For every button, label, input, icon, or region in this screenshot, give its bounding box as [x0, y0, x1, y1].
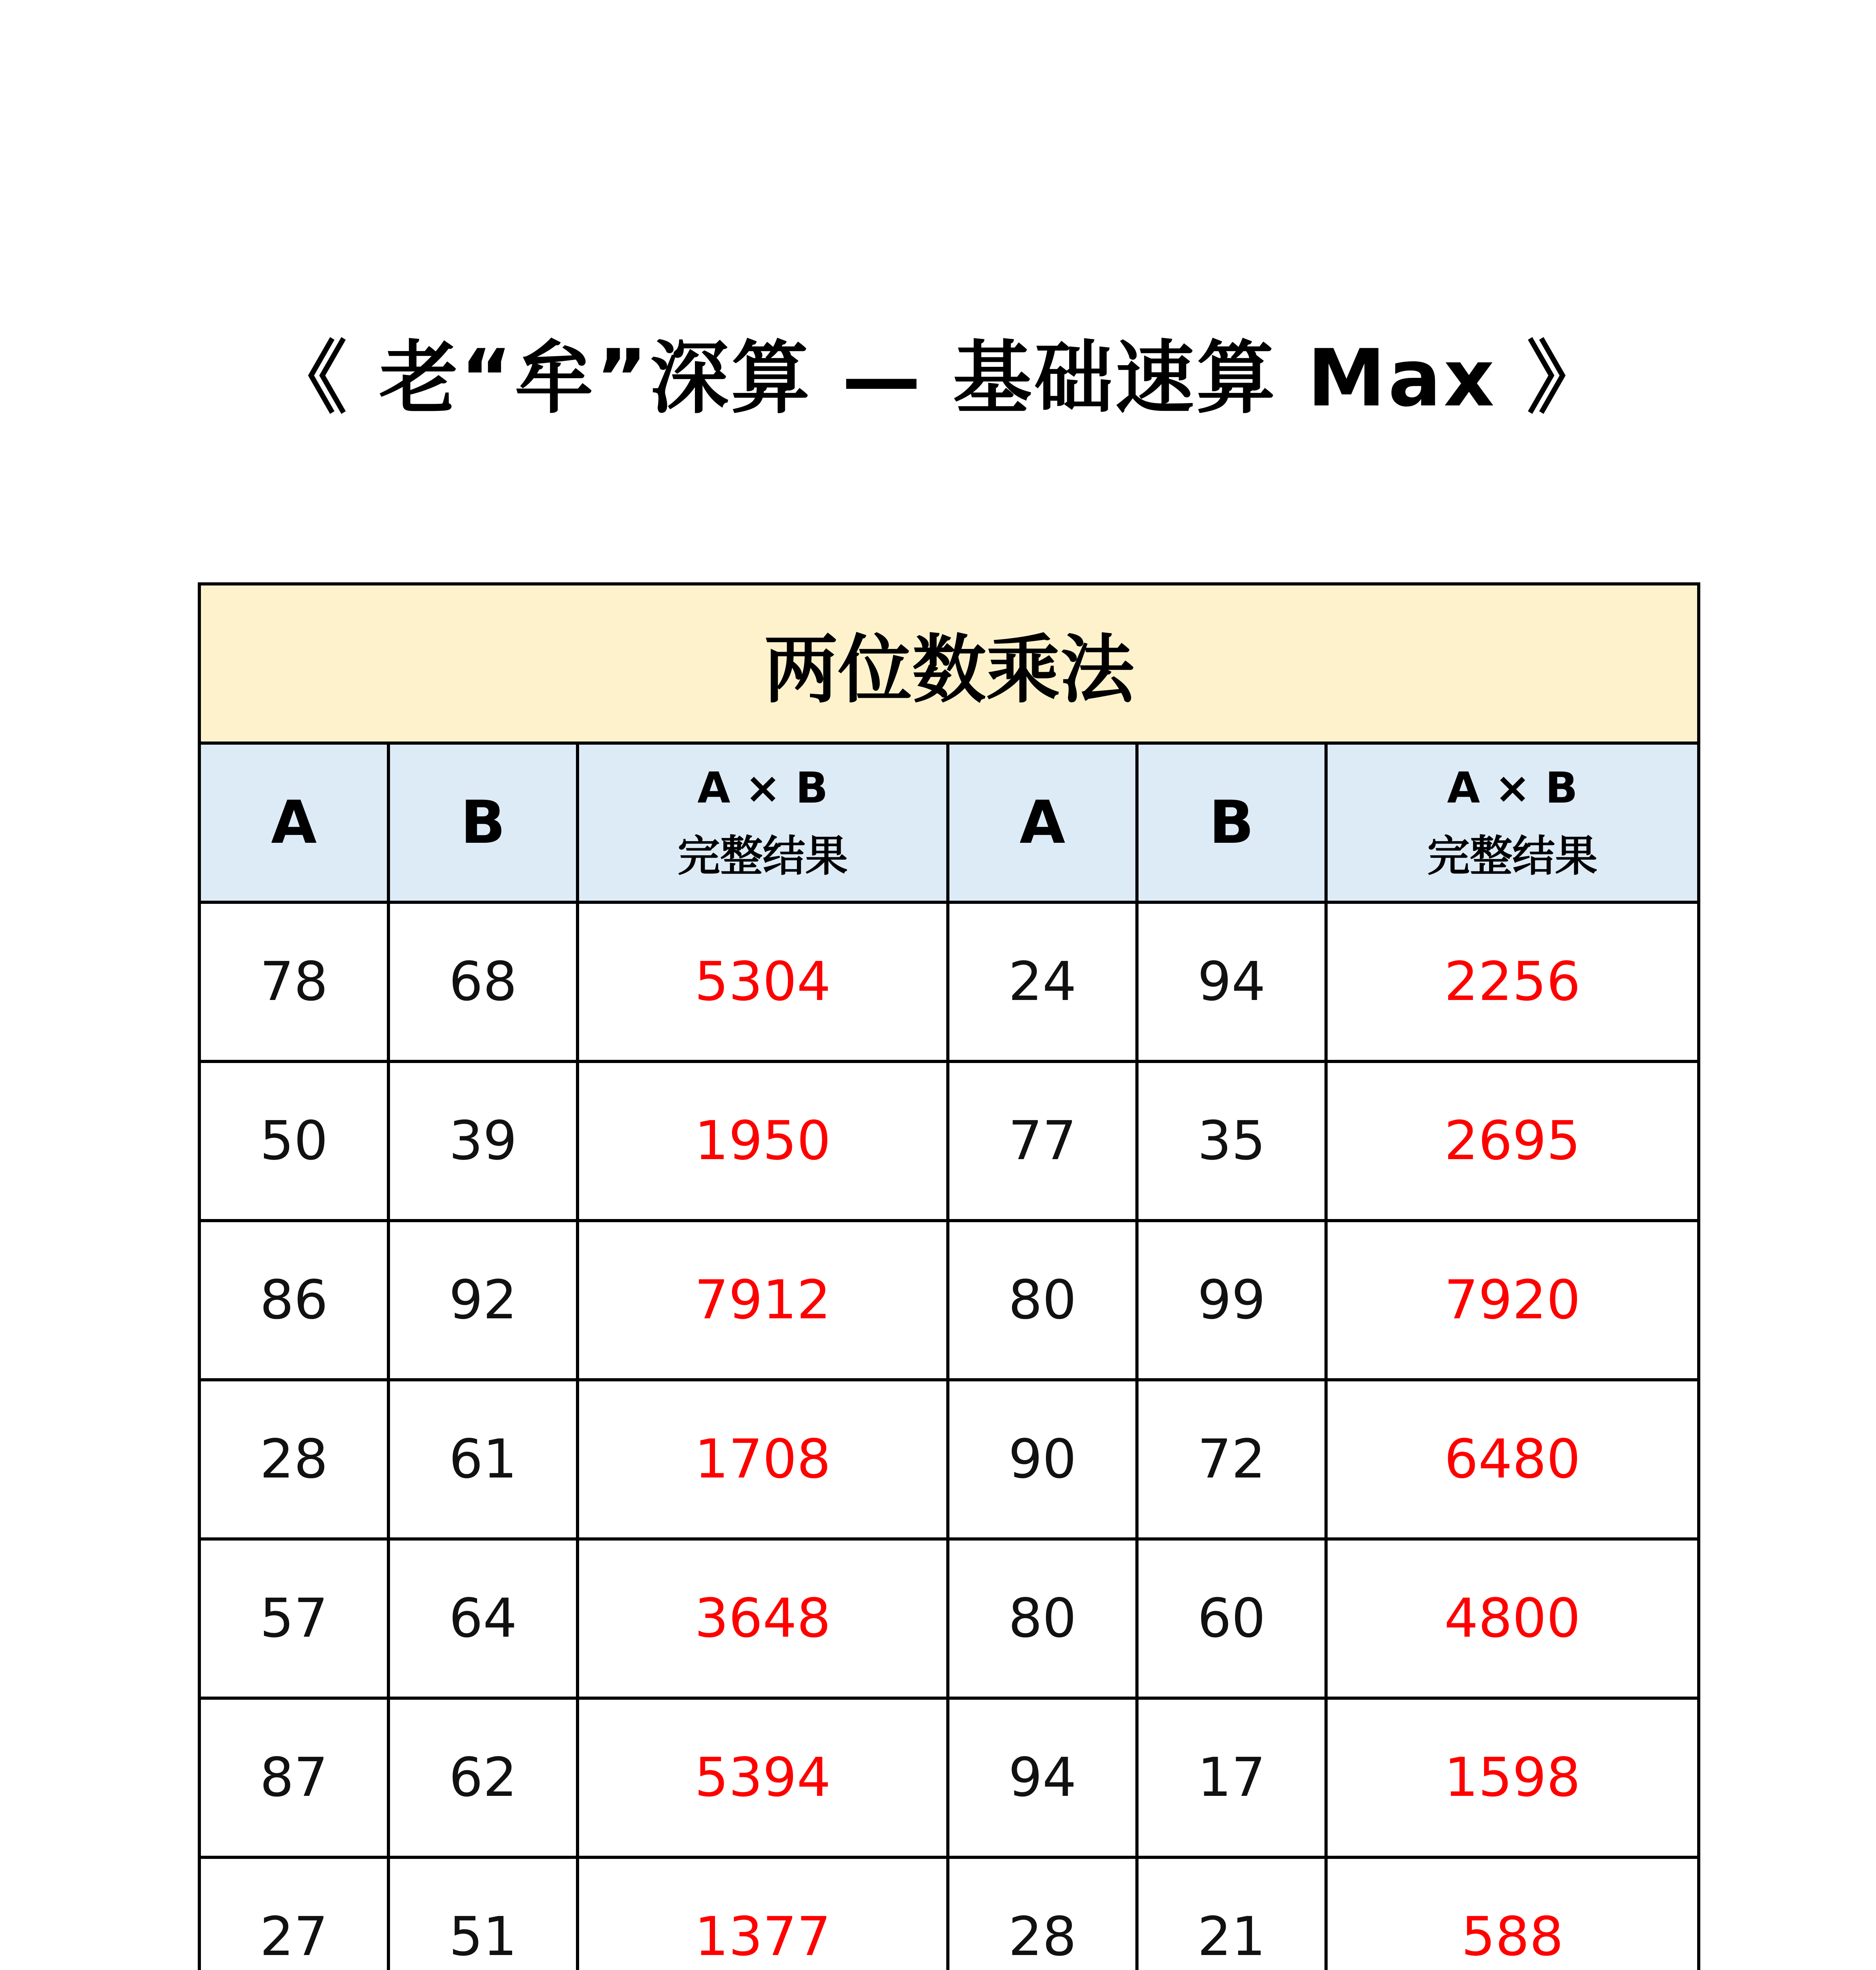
header-b-left: B — [388, 743, 578, 902]
operand-b-cell: 68 — [388, 902, 578, 1061]
header-row — [199, 743, 1699, 902]
product-result-cell: 2256 — [1326, 902, 1699, 1061]
header-product-right — [1326, 743, 1699, 902]
operand-a-cell: 90 — [948, 1380, 1137, 1539]
product-result-cell: 1377 — [578, 1857, 948, 1970]
page-title: 《 老“牟”深算 — 基础速算 Max 》 — [268, 333, 1608, 424]
operand-b-cell: 61 — [388, 1380, 578, 1539]
table-body — [199, 902, 1699, 1970]
operand-b-cell: 60 — [1137, 1539, 1326, 1698]
operand-a-cell: 24 — [948, 902, 1137, 1061]
header-product-label: 完整结果 — [1427, 832, 1597, 881]
product-result-cell: 6480 — [1326, 1380, 1699, 1539]
operand-b-cell: 35 — [1137, 1061, 1326, 1221]
operand-b-cell: 92 — [388, 1221, 578, 1380]
product-result-cell: 7912 — [578, 1221, 948, 1380]
header-a-left: A — [199, 743, 388, 902]
operand-a-cell: 78 — [199, 902, 388, 1061]
operand-b-cell: 21 — [1137, 1857, 1326, 1970]
table-row — [199, 1380, 1699, 1539]
operand-b-cell: 94 — [1137, 902, 1326, 1061]
operand-a-cell: 94 — [948, 1698, 1137, 1857]
operand-a-cell: 86 — [199, 1221, 388, 1380]
caption-row — [199, 584, 1699, 743]
operand-a-cell: 77 — [948, 1061, 1137, 1221]
multiplication-table — [198, 582, 1700, 1970]
table-row — [199, 1698, 1699, 1857]
header-product-left — [578, 743, 948, 902]
header-b-right: B — [1137, 743, 1326, 902]
header-a-right: A — [948, 743, 1137, 902]
header-product-formula: A × B — [697, 764, 828, 813]
operand-a-cell: 50 — [199, 1061, 388, 1221]
operand-b-cell: 51 — [388, 1857, 578, 1970]
operand-b-cell: 17 — [1137, 1698, 1326, 1857]
product-result-cell: 1598 — [1326, 1698, 1699, 1857]
operand-b-cell: 62 — [388, 1698, 578, 1857]
product-result-cell: 5394 — [578, 1698, 948, 1857]
operand-b-cell: 64 — [388, 1539, 578, 1698]
header-product-label: 完整结果 — [677, 832, 848, 881]
table-row — [199, 1061, 1699, 1221]
table-row — [199, 1857, 1699, 1970]
table-row — [199, 1221, 1699, 1380]
operand-a-cell: 27 — [199, 1857, 388, 1970]
product-result-cell: 5304 — [578, 902, 948, 1061]
header-product-formula: A × B — [1447, 764, 1578, 813]
operand-a-cell: 28 — [199, 1380, 388, 1539]
product-result-cell: 4800 — [1326, 1539, 1699, 1698]
operand-a-cell: 80 — [948, 1221, 1137, 1380]
operand-b-cell: 99 — [1137, 1221, 1326, 1380]
operand-a-cell: 80 — [948, 1539, 1137, 1698]
product-result-cell: 7920 — [1326, 1221, 1699, 1380]
product-result-cell: 1708 — [578, 1380, 948, 1539]
table-row — [199, 902, 1699, 1061]
operand-a-cell: 87 — [199, 1698, 388, 1857]
product-result-cell: 2695 — [1326, 1061, 1699, 1221]
product-result-cell: 3648 — [578, 1539, 948, 1698]
operand-b-cell: 39 — [388, 1061, 578, 1221]
operand-a-cell: 28 — [948, 1857, 1137, 1970]
table-caption: 两位数乘法 — [199, 584, 1699, 743]
table-row — [199, 1539, 1699, 1698]
operand-a-cell: 57 — [199, 1539, 388, 1698]
product-result-cell: 1950 — [578, 1061, 948, 1221]
operand-b-cell: 72 — [1137, 1380, 1326, 1539]
product-result-cell: 588 — [1326, 1857, 1699, 1970]
